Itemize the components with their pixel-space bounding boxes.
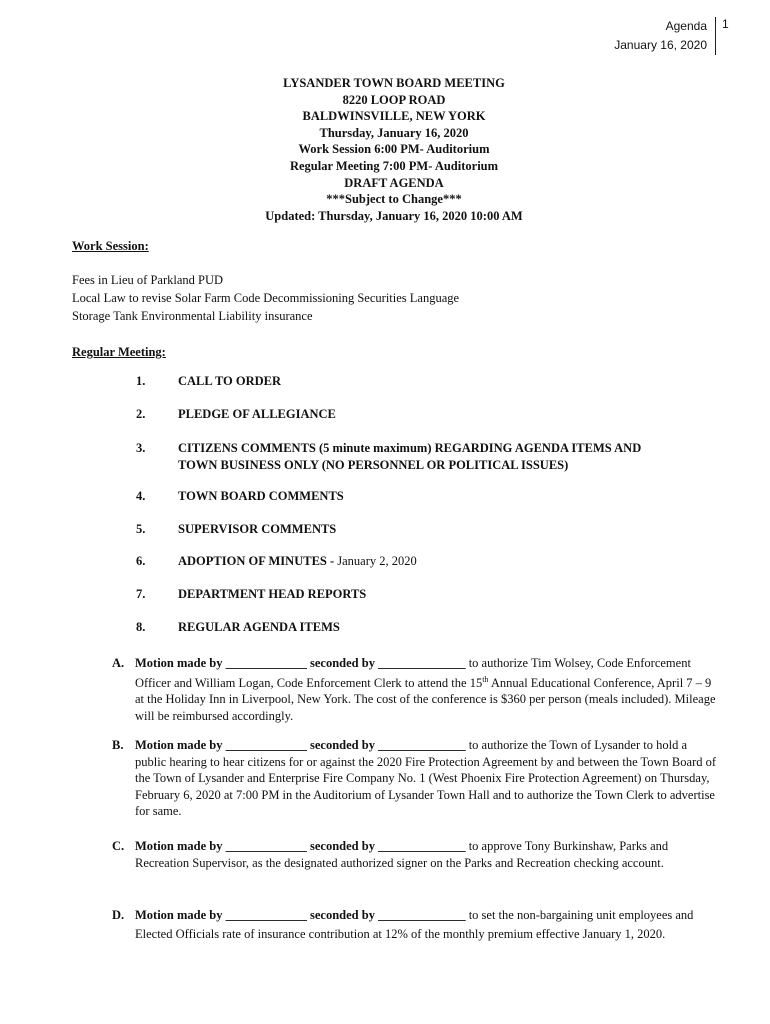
motion-letter: C. bbox=[112, 839, 125, 853]
title-line: Regular Meeting 7:00 PM- Auditorium bbox=[289, 158, 499, 173]
list-item: Fees in Lieu of Parkland PUD bbox=[72, 273, 224, 287]
agenda-item bbox=[136, 374, 718, 389]
agenda-item bbox=[136, 489, 718, 504]
agenda-item-number: 3. bbox=[136, 441, 146, 455]
motion-letter: D. bbox=[112, 908, 125, 922]
motion-letter: A. bbox=[112, 656, 125, 670]
page-number: 1 bbox=[722, 17, 729, 31]
work-session-heading: Work Session: bbox=[72, 239, 149, 253]
agenda-item-text: SUPERVISOR COMMENTS bbox=[178, 522, 337, 536]
title-line: LYSANDER TOWN BOARD MEETING bbox=[283, 76, 505, 90]
title-line: BALDWINSVILLE, NEW YORK bbox=[302, 109, 486, 124]
motion-text-cont: Annual Educational Conference, April 7 – 9 at the Holiday Inn in Liverpool, New York. The cost of the conference is $360 per person (meals included). Mileage will be reimbursed accordingly. bbox=[135, 675, 716, 723]
motion-text: to authorize the Town of Lysander to hold a public hearing to hear citizens for or against the 2020 Fire Protection Agreement by and between the Town Board of the Town of Lysander and Enterprise Fire Company No. 1 (West Phoenix Fire Protection Agreement) on Thursday, February 6, 2020 at 7:00 PM in the Auditorium of Lysander Town Hall and to authorize the Town Clerk to advertise for same. bbox=[135, 738, 717, 819]
agenda-item-number: 5. bbox=[136, 522, 146, 536]
agenda-item-number: 8. bbox=[136, 620, 146, 634]
list-item: Storage Tank Environmental Liability insurance bbox=[72, 309, 313, 323]
agenda-item-number: 2. bbox=[136, 407, 146, 421]
regular-meeting-heading: Regular Meeting: bbox=[72, 345, 166, 359]
agenda-item bbox=[136, 554, 718, 569]
agenda-item bbox=[136, 620, 718, 635]
agenda-title-block bbox=[0, 75, 770, 224]
motion-item bbox=[112, 838, 718, 871]
list-item: Local Law to revise Solar Farm Code Decommissioning Securities Language bbox=[72, 291, 460, 305]
motion-text: to approve Tony Burkinshaw, Parks and Recreation Supervisor, as the designated authorized signer on the Parks and Recreation checking account. bbox=[135, 839, 669, 870]
agenda-item-number: 4. bbox=[136, 489, 146, 503]
agenda-item-text: ADOPTION OF MINUTES - bbox=[178, 554, 335, 568]
motion-letter: B. bbox=[112, 738, 124, 752]
title-line: Thursday, January 16, 2020 bbox=[319, 125, 469, 140]
agenda-item bbox=[136, 522, 718, 537]
agenda-item-text-cont: TOWN BUSINESS ONLY (NO PERSONNEL OR POLITICAL ISSUES) bbox=[178, 458, 569, 472]
motion-text: to set the non-bargaining unit employees and Elected Officials rate of insurance contribution at 12% of the monthly premium effective January 1, 2020. bbox=[135, 908, 694, 941]
title-line: Work Session 6:00 PM- Auditorium bbox=[298, 142, 490, 157]
motion-lead: Motion made by _____________ seconded by ______________ bbox=[135, 908, 466, 922]
agenda-item-number: 1. bbox=[136, 374, 146, 388]
title-line: Updated: Thursday, January 16, 2020 10:00 AM bbox=[265, 208, 523, 223]
page-header bbox=[614, 17, 716, 55]
agenda-item-number: 7. bbox=[136, 587, 146, 601]
title-line: DRAFT AGENDA bbox=[344, 175, 444, 190]
agenda-item bbox=[136, 587, 718, 602]
minutes-date: January 2, 2020 bbox=[337, 554, 417, 568]
title-line: 8220 LOOP ROAD bbox=[342, 92, 446, 107]
ordinal-suffix: th bbox=[482, 674, 489, 684]
motion-lead: Motion made by _____________ seconded by ______________ bbox=[135, 656, 466, 670]
title-line: ***Subject to Change*** bbox=[326, 192, 462, 207]
header-doc-type: Agenda bbox=[665, 19, 707, 33]
motion-lead: Motion made by _____________ seconded by ______________ bbox=[135, 839, 466, 853]
agenda-item-text: PLEDGE OF ALLEGIANCE bbox=[178, 407, 336, 421]
agenda-item-number: 6. bbox=[136, 554, 146, 568]
agenda-item-text: TOWN BOARD COMMENTS bbox=[178, 489, 344, 503]
agenda-item bbox=[136, 407, 718, 422]
agenda-item-text: REGULAR AGENDA ITEMS bbox=[178, 620, 340, 634]
agenda-item-text: CALL TO ORDER bbox=[178, 374, 282, 388]
agenda-item-text: DEPARTMENT HEAD REPORTS bbox=[178, 587, 367, 601]
motion-text: to authorize Tim Wolsey, Code Enforcement Officer and William Logan, Code Enforcement Clerk to attend the 15 bbox=[135, 656, 691, 690]
motion-lead: Motion made by _____________ seconded by ______________ bbox=[135, 738, 466, 752]
work-session-list bbox=[72, 271, 459, 325]
agenda-item bbox=[136, 440, 718, 474]
agenda-item-text: CITIZENS COMMENTS (5 minute maximum) REGARDING AGENDA ITEMS AND bbox=[178, 441, 642, 455]
motion-item bbox=[112, 655, 718, 725]
motion-item bbox=[112, 906, 718, 944]
header-date: January 16, 2020 bbox=[614, 38, 707, 52]
motion-item bbox=[112, 737, 718, 820]
